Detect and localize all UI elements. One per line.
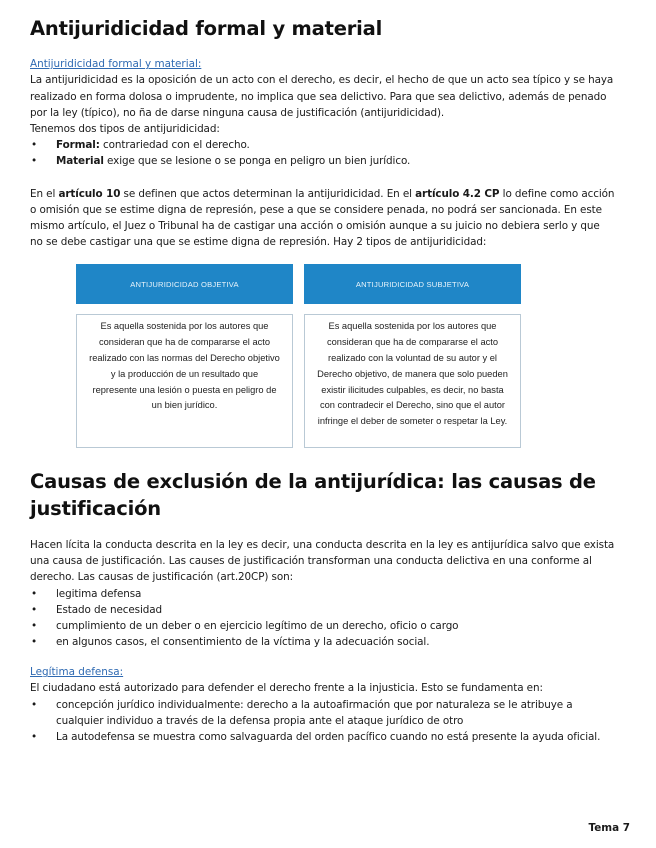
bullet-icon: •: [31, 698, 38, 711]
list-item-text: La autodefensa se muestra como salvaguarda del orden pacífico cuando no está presente la ayuda oficial.: [56, 731, 601, 743]
paragraph-types-intro: Tenemos dos tipos de antijuridicidad:: [30, 122, 220, 135]
bullet-icon: •: [31, 731, 38, 743]
list-item: [30, 153, 615, 169]
text-run: En el: [30, 187, 59, 200]
section-title-antijuridicidad: Antijuridicidad formal y material: [30, 17, 383, 40]
paragraph-causas: Hacen lícita la conducta descrita en la ley es decir, una conducta descrita en la ley es antijurídica salvo que exista una causa de justificación. Las causes de justificación transforman una conducta delictiva en una conforme al derecho. Las causas de justificación (art.20CP) son:: [30, 538, 615, 584]
list-item: [30, 618, 615, 634]
paragraph-articulos: [30, 186, 615, 251]
text-run: lo define como acción o omisión que se estime digna de represión, pese a que se considere penada, no podrá ser sancionada. En este mismo artículo, el Juez o Tribunal ha de castigar una acción o omisión aunque a su juicio no debiera serlo y que no se debe castigar una que se estime digna de represión. Hay 2 tipos de antijuridicidad:: [30, 187, 615, 249]
causes-list: [30, 586, 615, 651]
list-item: [30, 602, 615, 618]
term-text: contrariedad con el derecho.: [99, 139, 250, 152]
list-item: [30, 697, 615, 729]
spacer: [30, 170, 615, 186]
list-item-text: en algunos casos, el consentimiento de la víctima y la adecuación social.: [56, 636, 430, 649]
bullet-icon: •: [31, 636, 38, 649]
section-title-causas: Causas de exclusión de la antijurídica: las causas de justificación: [30, 470, 596, 520]
defensa-list: [30, 697, 615, 746]
term: Formal:: [56, 139, 100, 152]
bullet-icon: •: [31, 587, 38, 600]
text-run: se definen que actos determinan la antijuridicidad. En el: [120, 187, 416, 200]
article-ref: artículo 4.2 CP: [415, 187, 500, 200]
list-item-text: concepción jurídico individualmente: derecho a la autoafirmación que por naturaleza se le atribuye a cualquier individuo a través de la defensa propia ante el ataque jurídico de otro: [56, 698, 573, 727]
term-text: exige que se lesione o se ponga en peligro un bien jurídico.: [103, 155, 411, 168]
column-header: ANTIJURIDICIDAD OBJETIVA: [76, 264, 293, 304]
bullet-icon: •: [31, 155, 38, 168]
column-body: Es aquella sostenida por los autores que consideran que ha de compararse el acto realizado con la voluntad de su autor y el Derecho objetivo, de manera que solo pueden existir ilicitudes culpables, es decir, no basta con contradecir el Derecho, sino que el autor infringe el deber de someter o respetar la Ley.: [304, 314, 521, 448]
document-page: [30, 14, 615, 745]
term: Material: [56, 155, 104, 168]
list-item: [30, 634, 615, 650]
subheading-legitima-defensa: Legítima defensa:: [30, 666, 124, 679]
bullet-icon: •: [31, 603, 38, 616]
types-list: [30, 137, 615, 169]
list-item: [30, 729, 615, 745]
list-item-text: legitima defensa: [56, 587, 142, 600]
column-objetiva: [76, 264, 293, 448]
bullet-icon: •: [31, 139, 38, 152]
paragraph-defensa: El ciudadano está autorizado para defender el derecho frente a la injusticia. Esto se fundamenta en:: [30, 682, 543, 695]
paragraph-definition: La antijuridicidad es la oposición de un acto con el derecho, es decir, el hecho de que un acto sea típico y se haya realizado en forma dolosa o imprudente, no implica que sea delictivo. Para que sea delictivo, además de penado por la ley (típico), no ña de darse ninguna causa de justificación (antijuridicidad).: [30, 74, 614, 119]
spacer: [30, 522, 615, 537]
column-subjetiva: [304, 264, 521, 448]
list-item: [30, 586, 615, 602]
page-footer-label: Tema 7: [588, 822, 630, 834]
article-ref: artículo 10: [58, 187, 121, 200]
comparison-table: [30, 264, 615, 454]
bullet-icon: •: [31, 619, 38, 632]
list-item-text: cumplimiento de un deber o en ejercicio legítimo de un derecho, oficio o cargo: [56, 619, 459, 632]
list-item: [30, 137, 615, 153]
column-body: Es aquella sostenida por los autores que consideran que ha de compararse el acto realizado con las normas del Derecho objetivo y la producción de un resultado que represente una lesión o puesta en peligro de un bien jurídico.: [76, 314, 293, 448]
column-header: ANTIJURIDICIDAD SUBJETIVA: [304, 264, 521, 304]
subheading-formal-material: Antijuridicidad formal y material:: [30, 58, 202, 71]
list-item-text: Estado de necesidad: [56, 603, 163, 616]
